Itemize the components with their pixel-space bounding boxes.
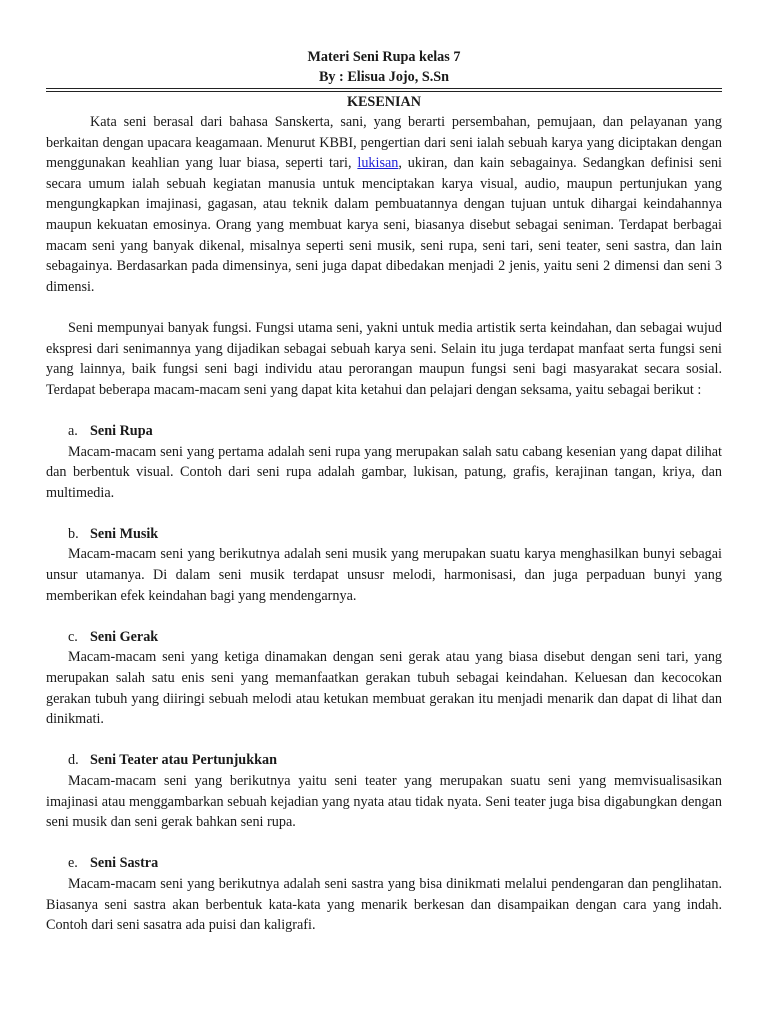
list-marker: d. (68, 752, 79, 769)
section-body: Macam-macam seni yang ketiga dinamakan dengan seni gerak atau yang biasa disebut dengan seni tari, yang merupakan salah satu enis seni yang memanfaatkan gerakan tubuh sebagai keindahan. Keluesan dan kecocokan gerakan tubuh yang diiringi sebuah melodi atau ketukan membuat gerakan itu menjadi menarik dan dapat di lihat dan dinikmati. (46, 649, 722, 728)
spacer (46, 606, 722, 627)
spacer (46, 400, 722, 421)
section-heading (46, 750, 722, 771)
list-marker: c. (68, 628, 78, 645)
spacer (46, 297, 722, 318)
header-subject: Materi Seni Rupa kelas 7 (307, 49, 461, 65)
spacer (46, 730, 722, 751)
section-body: Macam-macam seni yang pertama adalah seni rupa yang merupakan salah satu cabang kesenian yang dapat dilihat dan berbentuk visual. Contoh dari seni rupa adalah gambar, lukisan, patung, grafis, kerajinan tangan, kriya, dan multimedia. (46, 443, 722, 501)
header-divider (46, 88, 722, 92)
section-seni-sastra (46, 853, 722, 935)
intro-text-after: , ukiran, dan kain sebagainya. Sedangkan definisi seni secara umum ialah sebuah kegiatan manusia untuk menciptakan karya visual, audio, maupun pertunjukan yang mengungkapkan imajinasi, gagasan, atau teknik dalam pembuatannya dengan tujuan untuk dihargai keindahannya maupun kekuatan emosinya. Orang yang membuat karya seni, biasanya disebut sebagai seniman. Terdapat berbagai macam seni yang banyak dikenal, misalnya seperti seni musik, seni rupa, seni tari, seni teater, seni sastra, dan lain sebagainya. Berdasarkan pada dimensinya, seni juga dapat dibedakan menjadi 2 jenis, yaitu seni 2 dimensi dan seni 3 dimensi. (46, 155, 722, 295)
section-body: Macam-macam seni yang berikutnya adalah seni sastra yang bisa dinikmati melalui pendengaran dan penglihatan. Biasanya seni sastra akan berbentuk kata-kata yang menarik berkesan dan disampaikan dengan cara yang indah. Contoh dari seni sasatra ada puisi dan kaligrafi. (46, 875, 722, 934)
section-heading (46, 627, 722, 648)
section-heading (46, 524, 722, 545)
section-heading (46, 421, 722, 442)
section-body: Macam-macam seni yang berikutnya yaitu seni teater yang merupakan suatu seni yang memvisualisasikan imajinasi atau menggambarkan sebuah kejadian yang nyata atau tidak nyata. Seni teater juga bisa digabungkan dengan seni musik dan seni gerak bahkan seni rupa. (46, 773, 722, 831)
document-page (46, 47, 722, 936)
section-seni-rupa (46, 421, 722, 503)
section-title: Seni Sastra (90, 855, 159, 872)
section-body: Macam-macam seni yang berikutnya adalah seni musik yang merupakan suatu karya menghasilkan bunyi sebagai unsur utamanya. Di dalam seni musik terdapat unsusr melodi, harmonisasi, dan juga perpaduan bunyi yang memberikan efek keindahan bagi yang mendengarnya. (46, 546, 722, 604)
header-author: By : Elisua Jojo, S.Sn (318, 69, 450, 85)
section-seni-gerak (46, 627, 722, 730)
lukisan-link[interactable]: lukisan (357, 155, 399, 172)
section-title: Seni Gerak (90, 628, 159, 645)
section-heading (46, 853, 722, 874)
doc-header (46, 47, 722, 87)
section-seni-musik (46, 524, 722, 606)
page-title: KESENIAN (346, 94, 422, 110)
section-title: Seni Rupa (90, 422, 153, 439)
list-marker: e. (68, 855, 78, 872)
intro-paragraph (46, 112, 722, 297)
intro-text-before: Kata seni berasal dari bahasa Sanskerta, sani, yang berarti persembahan, pemujaan, dan pelayanan yang berkaitan dengan upacara keagamaan. Menurut KBBI, pengertian dari seni ialah sebuah karya yang diciptakan dengan menggunakan keahlian yang luar biasa, seperti tari, (46, 114, 722, 172)
list-marker: a. (68, 422, 78, 439)
section-seni-teater (46, 750, 722, 832)
spacer (46, 833, 722, 854)
section-title: Seni Musik (90, 525, 159, 542)
list-marker: b. (68, 525, 79, 542)
section-title: Seni Teater atau Pertunjukkan (90, 752, 277, 769)
spacer (46, 503, 722, 524)
fungsi-paragraph: Seni mempunyai banyak fungsi. Fungsi utama seni, yakni untuk media artistik serta keindahan, dan sebagai wujud ekspresi dari senimannya yang dijadikan sebagai sebuah karya seni. Selain itu juga terdapat manfaat serta fungsi seni yang lainnya, baik fungsi seni bagi individu atau perorangan maupun fungsi seni bagi masyarakat secara sosial. Terdapat beberapa macam-macam seni yang dapat kita ketahui dan pelajari dengan seksama, yaitu sebagai berikut : (46, 319, 722, 398)
